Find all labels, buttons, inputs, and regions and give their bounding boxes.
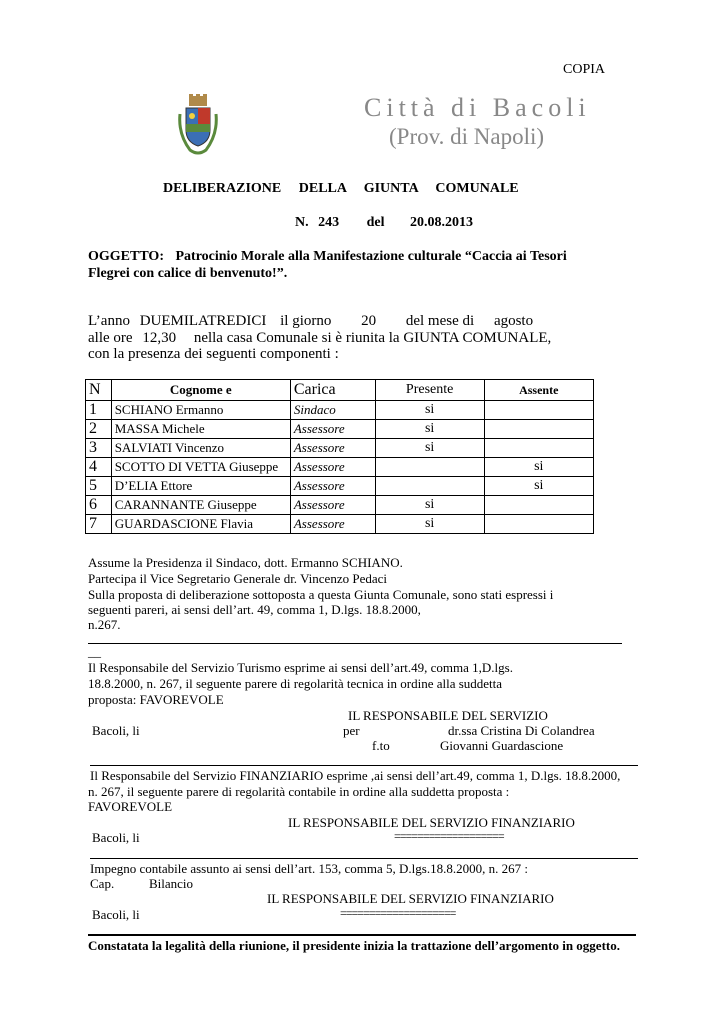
presidency-line-2: Partecipa il Vice Segretario Generale dr. Vincenzo Pedaci xyxy=(88,571,387,586)
city-title: Città di Bacoli xyxy=(364,93,591,122)
separator-line xyxy=(90,858,638,859)
month-label: del mese di xyxy=(405,313,475,329)
technical-place-date: Bacoli, li xyxy=(92,723,140,738)
accounting-opinion-line-2: n. 267, il seguente parere di regolarità contabile in ordine alla suddetta proposta : xyxy=(88,784,510,799)
header-present: Presente xyxy=(375,380,484,401)
row-number: 6 xyxy=(86,496,112,515)
coat-of-arms-icon xyxy=(176,94,220,158)
document-title: DELIBERAZIONE DELLA GIUNTA COMUNALE xyxy=(163,181,519,196)
row-name: MASSA Michele xyxy=(111,420,290,439)
accounting-opinion-line-3: FAVOREVOLE xyxy=(88,799,173,814)
closing-statement: Constatata la legalità della riunione, il presidente inizia la trattazione dell’argomento in oggetto. xyxy=(88,938,620,953)
table-row xyxy=(86,439,594,458)
presidency-line-5: n.267. xyxy=(88,617,121,632)
technical-opinion-line-2: 18.8.2000, n. 267, il seguente parere di regolarità tecnica in ordine alla suddetta xyxy=(88,676,503,691)
separator-line xyxy=(88,643,622,644)
subject-text: Patrocinio Morale alla Manifestazione culturale “Caccia ai Tesori xyxy=(175,249,567,264)
copy-label: COPIA xyxy=(563,62,606,77)
intro-line-2 xyxy=(88,330,551,347)
table-row xyxy=(86,458,594,477)
technical-opinion-line-1: Il Responsabile del Servizio Turismo esprime ai sensi dell’art.49, comma 1,D.lgs. xyxy=(88,660,513,675)
row-present: si xyxy=(375,496,484,515)
row-absent xyxy=(484,420,593,439)
row-name: D’ELIA Ettore xyxy=(111,477,290,496)
time-value: 12,30 xyxy=(142,330,177,346)
date-label: del xyxy=(366,215,385,230)
presidency-line-4: seguenti pareri, ai sensi dell’art. 49, comma 1, D.lgs. 18.8.2000, xyxy=(88,602,421,617)
row-name: SALVIATI Vincenzo xyxy=(111,439,290,458)
technical-signer-1: dr.ssa Cristina Di Colandrea xyxy=(448,723,595,738)
table-row xyxy=(86,496,594,515)
row-present xyxy=(375,458,484,477)
row-absent xyxy=(484,496,593,515)
intro-assembly-text: nella casa Comunale si è riunita la GIUNTA COMUNALE, xyxy=(193,330,552,346)
row-absent: si xyxy=(484,477,593,496)
row-name: GUARDASCIONE Flavia xyxy=(111,515,290,534)
row-present: si xyxy=(375,420,484,439)
table-row xyxy=(86,477,594,496)
row-number: 3 xyxy=(86,439,112,458)
row-role: Assessore xyxy=(290,420,375,439)
members-table xyxy=(85,379,594,534)
row-name: CARANNANTE Giuseppe xyxy=(111,496,290,515)
row-present: si xyxy=(375,401,484,420)
commitment-place-date: Bacoli, li xyxy=(92,907,140,922)
time-label: alle ore xyxy=(88,330,133,346)
number-label: N. xyxy=(295,215,309,230)
accounting-signature-line: =================== xyxy=(394,829,504,843)
year-label: L’anno xyxy=(88,313,130,329)
row-role: Assessore xyxy=(290,439,375,458)
table-row xyxy=(86,420,594,439)
technical-opinion-line-3: proposta: FAVOREVOLE xyxy=(88,692,224,707)
day-label: il giorno xyxy=(280,313,332,329)
row-name: SCHIANO Ermanno xyxy=(111,401,290,420)
accounting-place-date: Bacoli, li xyxy=(92,830,140,845)
technical-responsible-title: IL RESPONSABILE DEL SERVIZIO xyxy=(348,708,548,723)
subject-line-1 xyxy=(88,249,567,265)
separator-line xyxy=(90,765,638,766)
number-value: 243 xyxy=(318,215,340,230)
presidency-line-1: Assume la Presidenza il Sindaco, dott. Ermanno SCHIANO. xyxy=(88,555,403,570)
row-number: 1 xyxy=(86,401,112,420)
row-role: Sindaco xyxy=(290,401,375,420)
row-role: Assessore xyxy=(290,477,375,496)
row-present: si xyxy=(375,439,484,458)
row-absent xyxy=(484,401,593,420)
row-number: 2 xyxy=(86,420,112,439)
commitment-signature-line: ==================== xyxy=(340,906,456,920)
commitment-responsible-title: IL RESPONSABILE DEL SERVIZIO FINANZIARIO xyxy=(267,891,554,906)
separator-line-thick xyxy=(88,934,636,936)
row-absent xyxy=(484,439,593,458)
row-present: si xyxy=(375,515,484,534)
date-value: 20.08.2013 xyxy=(410,215,474,230)
subject-label: OGGETTO: xyxy=(88,249,164,264)
day-value: 20 xyxy=(361,313,377,329)
row-number: 5 xyxy=(86,477,112,496)
technical-per: per xyxy=(343,723,360,738)
row-number: 4 xyxy=(86,458,112,477)
commitment-budget: Bilancio xyxy=(149,876,194,891)
row-role: Assessore xyxy=(290,496,375,515)
table-header-row xyxy=(86,380,594,401)
intro-line-1 xyxy=(88,313,533,330)
month-value: agosto xyxy=(493,313,534,329)
technical-signer-2: Giovanni Guardascione xyxy=(440,738,564,753)
subject-line-2: Flegrei con calice di benvenuto!”. xyxy=(88,266,288,281)
deliberation-number xyxy=(295,215,473,231)
intro-line-3: con la presenza dei seguenti componenti : xyxy=(88,346,339,362)
technical-fto: f.to xyxy=(372,738,390,753)
dash-mark: __ xyxy=(88,644,101,659)
row-role: Assessore xyxy=(290,458,375,477)
row-name: SCOTTO DI VETTA Giuseppe xyxy=(111,458,290,477)
header-number: N xyxy=(86,380,112,401)
header-name: Cognome e xyxy=(111,380,290,401)
presidency-line-3: Sulla proposta di deliberazione sottoposta a questa Giunta Comunale, sono stati espressi i xyxy=(88,587,554,602)
accounting-opinion-line-1: Il Responsabile del Servizio FINANZIARIO esprime ,ai sensi dell’art.49, comma 1, D.lgs. 18.8.2000, xyxy=(90,768,621,783)
row-number: 7 xyxy=(86,515,112,534)
row-role: Assessore xyxy=(290,515,375,534)
year-value: DUEMILATREDICI xyxy=(139,313,267,329)
header-absent: Assente xyxy=(484,380,593,401)
header-role: Carica xyxy=(290,380,375,401)
province-title: (Prov. di Napoli) xyxy=(389,124,545,149)
accounting-responsible-title: IL RESPONSABILE DEL SERVIZIO FINANZIARIO xyxy=(288,815,575,830)
row-absent: si xyxy=(484,458,593,477)
commitment-cap: Cap. xyxy=(90,876,115,891)
row-present xyxy=(375,477,484,496)
table-row xyxy=(86,515,594,534)
row-absent xyxy=(484,515,593,534)
commitment-line-1: Impegno contabile assunto ai sensi dell’art. 153, comma 5, D.lgs.18.8.2000, n. 267 : xyxy=(90,861,528,876)
table-row xyxy=(86,401,594,420)
